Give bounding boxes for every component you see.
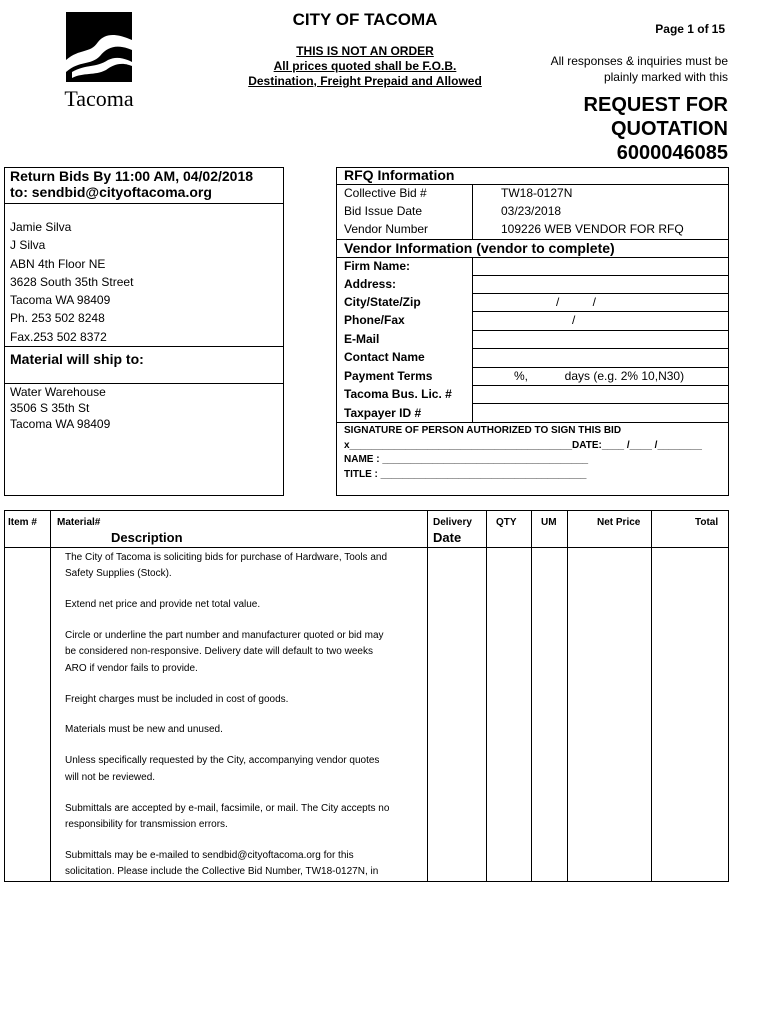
responses-note: All responses & inquiries must be plainly marked with this: [550, 54, 728, 84]
col-um-header: UM: [541, 517, 557, 528]
signer-name-line[interactable]: NAME : _____________________________________: [344, 454, 589, 465]
bid-issue-date-value: 03/23/2018: [501, 204, 562, 218]
rfq-info-heading: RFQ Information: [344, 167, 455, 183]
payment-terms-field[interactable]: %, days (e.g. 2% 10,N30): [514, 369, 685, 383]
divider: [472, 385, 728, 386]
description-paragraph: Extend net price and provide net total value.: [65, 599, 261, 611]
contact-name-label: Contact Name: [344, 350, 425, 364]
divider: [472, 293, 728, 294]
col-date-header: Date: [433, 530, 462, 545]
signer-title-line[interactable]: TITLE : _____________________________________: [344, 469, 587, 480]
divider: [472, 367, 728, 368]
collective-bid-label: Collective Bid #: [344, 186, 427, 200]
divider: [472, 330, 728, 331]
vendor-info-heading: Vendor Information (vendor to complete): [344, 240, 615, 256]
divider: [472, 348, 728, 349]
divider: [336, 422, 728, 423]
col-item-header: Item #: [8, 517, 37, 528]
col-qty-header: QTY: [496, 517, 517, 528]
divider: [336, 257, 728, 258]
column-divider: [567, 510, 568, 881]
divider: [336, 184, 728, 185]
phone-fax-field[interactable]: /: [572, 313, 576, 327]
firm-name-label: Firm Name:: [344, 259, 411, 273]
email-label: E-Mail: [344, 332, 380, 346]
svg-text:Tacoma: Tacoma: [64, 86, 134, 111]
city-state-zip-field[interactable]: / /: [556, 295, 597, 309]
divider: [472, 257, 473, 422]
description-paragraph: The City of Tacoma is soliciting bids for purchase of Hardware, Tools and Safety Supplies (Stock).: [65, 552, 388, 580]
not-an-order-notice: THIS IS NOT AN ORDER All prices quoted shall be F.O.B. Destination, Freight Prepaid and Allowed: [248, 44, 482, 88]
rfq-title: REQUEST FOR QUOTATION 6000046085: [583, 94, 728, 164]
signature-heading: SIGNATURE OF PERSON AUTHORIZED TO SIGN THIS BID: [344, 425, 622, 436]
taxpayer-id-label: Taxpayer ID #: [344, 406, 422, 420]
divider: [472, 311, 728, 312]
signature-date-line[interactable]: x________________________________________DATE:____ /____ /________: [344, 440, 702, 451]
description-paragraph: Circle or underline the part number and manufacturer quoted or bid may be considered non-responsive. Delivery date will default to two weeks ARO if vendor fails to provide.: [65, 630, 384, 674]
vendor-number-value: 109226 WEB VENDOR FOR RFQ: [501, 222, 684, 236]
ship-to-heading: Material will ship to:: [10, 351, 144, 367]
city-logo: [62, 10, 136, 112]
divider: [472, 403, 728, 404]
column-divider: [427, 510, 428, 881]
col-total-header: Total: [695, 517, 719, 528]
bid-issue-date-label: Bid Issue Date: [344, 204, 423, 218]
business-license-label: Tacoma Bus. Lic. #: [344, 387, 452, 401]
column-divider: [531, 510, 532, 881]
phone-fax-label: Phone/Fax: [344, 313, 405, 327]
column-divider: [50, 510, 51, 881]
col-delivery-header: Delivery: [433, 517, 472, 528]
col-description-header: Description: [111, 530, 183, 545]
collective-bid-value: TW18-0127N: [501, 186, 573, 200]
column-divider: [486, 510, 487, 881]
table-header-divider: [4, 547, 728, 548]
description-paragraph: Submittals are accepted by e-mail, facsimile, or mail. The City accepts no responsibility for transmission errors.: [65, 802, 390, 830]
vendor-number-label: Vendor Number: [344, 222, 429, 236]
column-divider: [651, 510, 652, 881]
description-paragraph: Materials must be new and unused.: [65, 724, 223, 736]
city-title: CITY OF TACOMA: [292, 10, 438, 29]
ship-to-address: Water Warehouse 3506 S 35th St Tacoma WA 98409: [10, 385, 111, 431]
divider: [4, 346, 283, 347]
description-text: [65, 550, 395, 895]
divider: [472, 275, 728, 276]
return-bids-heading: Return Bids By 11:00 AM, 04/02/2018 to: sendbid@cityoftacoma.org: [10, 168, 254, 200]
city-state-zip-label: City/State/Zip: [344, 295, 421, 309]
address-label: Address:: [344, 277, 397, 291]
divider: [472, 184, 473, 239]
payment-terms-label: Payment Terms: [344, 369, 433, 383]
col-material-header: Material#: [57, 517, 101, 528]
description-paragraph: Freight charges must be included in cost of goods.: [65, 693, 289, 705]
buyer-contact: Jamie Silva J Silva ABN 4th Floor NE 3628 South 35th Street Tacoma WA 98409 Ph. 253 502 8248 Fax.253 502 8372: [10, 220, 134, 344]
description-paragraph: Submittals may be e-mailed to sendbid@cityoftacoma.org for this solicitation. Please include the Collective Bid Number, TW18-0127N, in: [65, 849, 379, 878]
col-net-price-header: Net Price: [597, 517, 641, 528]
description-paragraph: Unless specifically requested by the City, accompanying vendor quotes will not be reviewed.: [65, 755, 380, 783]
divider: [4, 203, 283, 204]
page-indicator: Page 1 of 15: [655, 22, 725, 36]
